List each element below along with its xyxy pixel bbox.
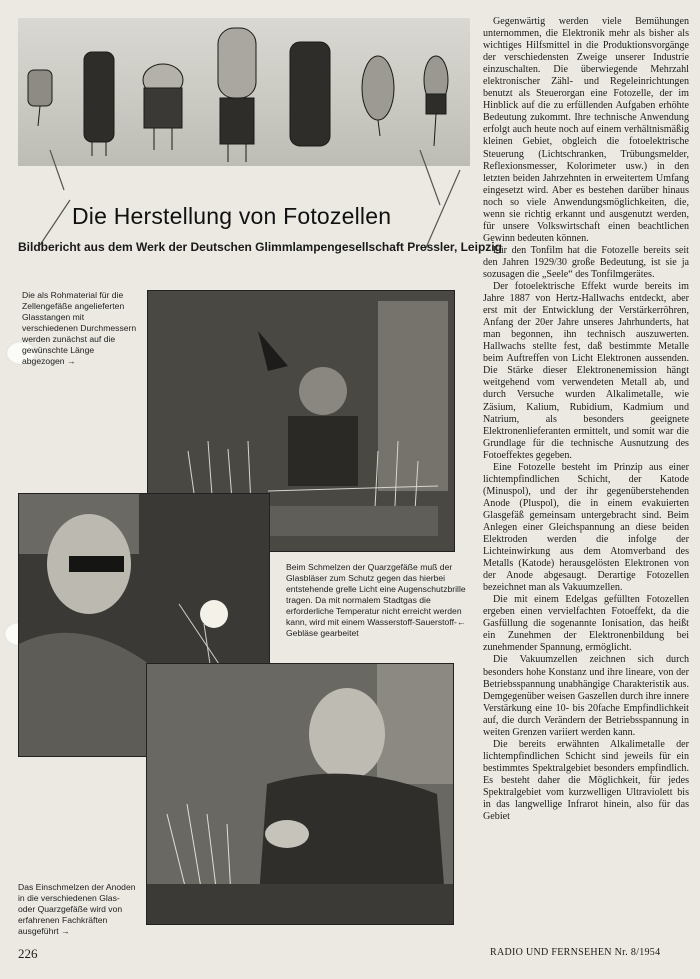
- body-paragraph: Der fotoelektrische Effekt wurde bereits im Jahre 1887 von Hertz-Hallwachs entdeckt, aber erst mit der Entwicklung der Verstärkerröhren, Anfang der 20er Jahre unseres Jahrhunderts, hat man begonnen, ihn technisch auszuwerten. Hallwachs stellte fest, daß bestimmte Metalle beim Auftreffen von Licht Elektronen aussenden. Die Stärke dieser Elektronenemission hängt weitgehend vom verwendeten Metall ab, und durch Versuche wurden Alkalimetalle, wie Zäsium, Kalium, Rubidium, Kadmium und Natrium, als besonders geeignete Elektronenlieferanten ermittelt, und somit war die Grundlage für die technische Ausnutzung des Fotoeffektes gegeben.: [483, 281, 689, 461]
- body-paragraph: Für den Tonfilm hat die Fotozelle bereits seit den Jahren 1929/30 große Bedeutung, ist sie ja sozusagen die „Seele“ des Tonfilmgerätes.: [483, 244, 689, 280]
- body-text-column: [483, 16, 689, 823]
- photo-anode-sealing: [146, 663, 454, 925]
- body-paragraph: Gegenwärtig werden viele Bemühungen unternommen, die Elektronik mehr als bisher als wichtiges Hilfsmittel in die Produktionsvorgänge der verschiedensten Zweige unserer Industrie einzuschalten. Die überwiegende Mehrzahl elektronischer Zähl- und Regeleinrichtungen benutzt als Steuerorgan eine Fotozelle, der im Hinblick auf die zu erfüllenden Aufgaben erhöhte Bedeutung zukommt. Ihre technische Anwendung erfolgt auch heute noch auf einem verhältnismäßig kleinen Gebiet, obgleich die fotoelektrische Steuerung (Lichtschranken, Trübungsmelder, Reflexionsmesser, Kolorimeter usw.) in den letzten beiden Jahrzehnten in erweitertem Umfang eingesetzt wird. Aber es bestehen darüber hinaus noch so viele Anwendungsmöglichkeiten, die, wenn sie richtig erkannt und ausgenutzt werden, für unsere Volkswirtschaft einen beachtlichen Gewinn bedeuten können.: [483, 16, 689, 244]
- body-paragraph: Die Vakuumzellen zeichnen sich durch besonders hohe Konstanz und ihre lineare, von der Betriebsspannung unabhängige Charakteristik aus. Demgegenüber weisen Gaszellen durch ihre innere Verstärkung eine 10- bis 20fache Empfindlichkeit auf, die durch Verändern der Betriebsspannung in weiten Grenzen variiert werden kann.: [483, 654, 689, 738]
- caption-glass-rods: Die als Rohmaterial für die Zellengefäße angelieferten Glasstangen mit verschiedenen Durchmessern werden zunächst auf die gewünschte Länge abgezogen →: [22, 290, 137, 366]
- photo-photocells: [18, 18, 470, 166]
- body-paragraph: Die bereits erwähnten Alkalimetalle der lichtempfindlichen Schicht sind jeweils für ein bestimmtes Spektralgebiet besonders empfindlich. Es besteht daher die Möglichkeit, für jedes Spektralgebiet vom kurzwelligen Ultraviolett bis in das langwellige Infrarot hinein, also für das Gebiet: [483, 738, 689, 823]
- page-number: 226: [18, 946, 38, 961]
- caption-quartz-melting: Beim Schmelzen der Quarzgefäße muß der Glasbläser zum Schutz gegen das hierbei entstehende grelle Licht eine Augenschutzbrille tragen. Da mit normalem Stadtgas die erforderliche Temperatur nicht erreicht werden kann, wird mit einem Wasserstoff-Sauerstoff-← Gebläse gearbeitet: [286, 562, 466, 638]
- journal-footer: RADIO UND FERNSEHEN Nr. 8/1954: [490, 947, 661, 958]
- caption-anode-sealing: Das Einschmelzen der Anoden in die verschiedenen Glas- oder Quarzgefäße wird von erfahrenen Fachkräften ausgeführt →: [18, 882, 136, 936]
- article-subtitle: Bildbericht aus dem Werk der Deutschen Glimmlampengesellschaft Pressler, Leipzig: [18, 240, 502, 254]
- body-paragraph: Eine Fotozelle besteht im Prinzip aus einer lichtempfindlichen Schicht, der Katode (Minuspol), und der ihr gegenüberstehenden Anode (Pluspol), die in einem evakuierten Glasgefäß gemeinsam untergebracht sind. Beim Anlegen einer Gleichspannung an diese beiden Elektroden werden die infolge der Lichteinwirkung aus dem Atomverband des Metalls (Katode) herausgelösten Elektronen von der Anode abgesaugt. Derartige Fotozellen bezeichnet man als Vakuumzellen.: [483, 461, 689, 594]
- article-title: Die Herstellung von Fotozellen: [72, 203, 392, 229]
- body-paragraph: Die mit einem Edelgas gefüllten Fotozellen ergeben einen vervielfachten Fotoeffekt, da die Gasfüllung die sogenannte Ionisation, das heißt ein Zunehmen der Elektronenbildung bei zunehmender Spannung, ermöglicht.: [483, 594, 689, 654]
